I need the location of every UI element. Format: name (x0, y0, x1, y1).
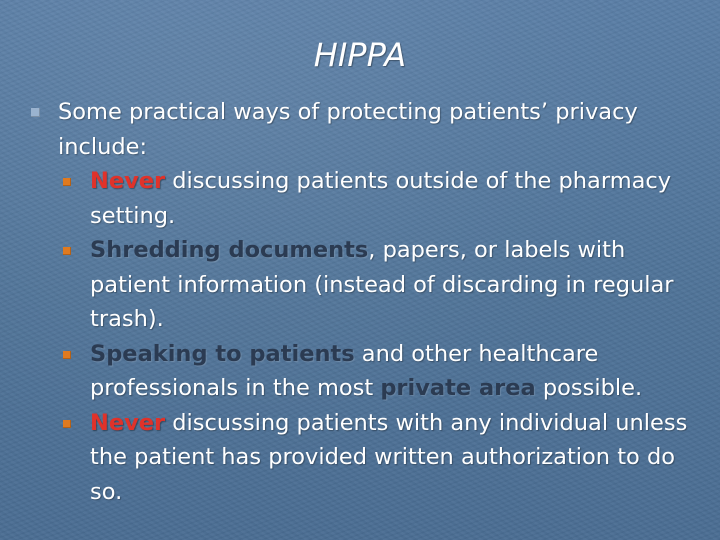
list-item (58, 233, 698, 337)
item-text: and other healthcare professionals in the most (90, 340, 599, 401)
intro-text: Some practical ways of protecting patients’ privacy include: (58, 99, 638, 160)
emphasis-text: Shredding documents (90, 237, 369, 263)
slide-title: HIPPA (313, 36, 407, 74)
square-bullet-icon (63, 420, 71, 428)
item-text: discussing patients with any individual unless the patient has provided written authorization to do so. (90, 409, 688, 505)
square-bullet-icon (63, 178, 71, 186)
emphasis-text: Speaking to patients (90, 340, 355, 367)
list-item (58, 406, 698, 510)
list-item (58, 337, 698, 406)
slide-body (58, 95, 698, 509)
bullet-list (58, 164, 698, 509)
emphasis-text: private area (380, 375, 536, 401)
item-text: discussing patients outside of the pharmacy setting. (90, 168, 672, 229)
square-bullet-icon (63, 247, 71, 255)
item-text: , papers, or labels with patient information (instead of discarding in regular trash). (90, 237, 674, 332)
square-bullet-icon (63, 351, 71, 359)
list-item (58, 164, 698, 233)
item-text: possible. (535, 375, 643, 401)
square-bullet-icon (31, 108, 40, 117)
emphasis-text: Never (90, 409, 166, 436)
emphasis-text: Never (90, 168, 166, 194)
